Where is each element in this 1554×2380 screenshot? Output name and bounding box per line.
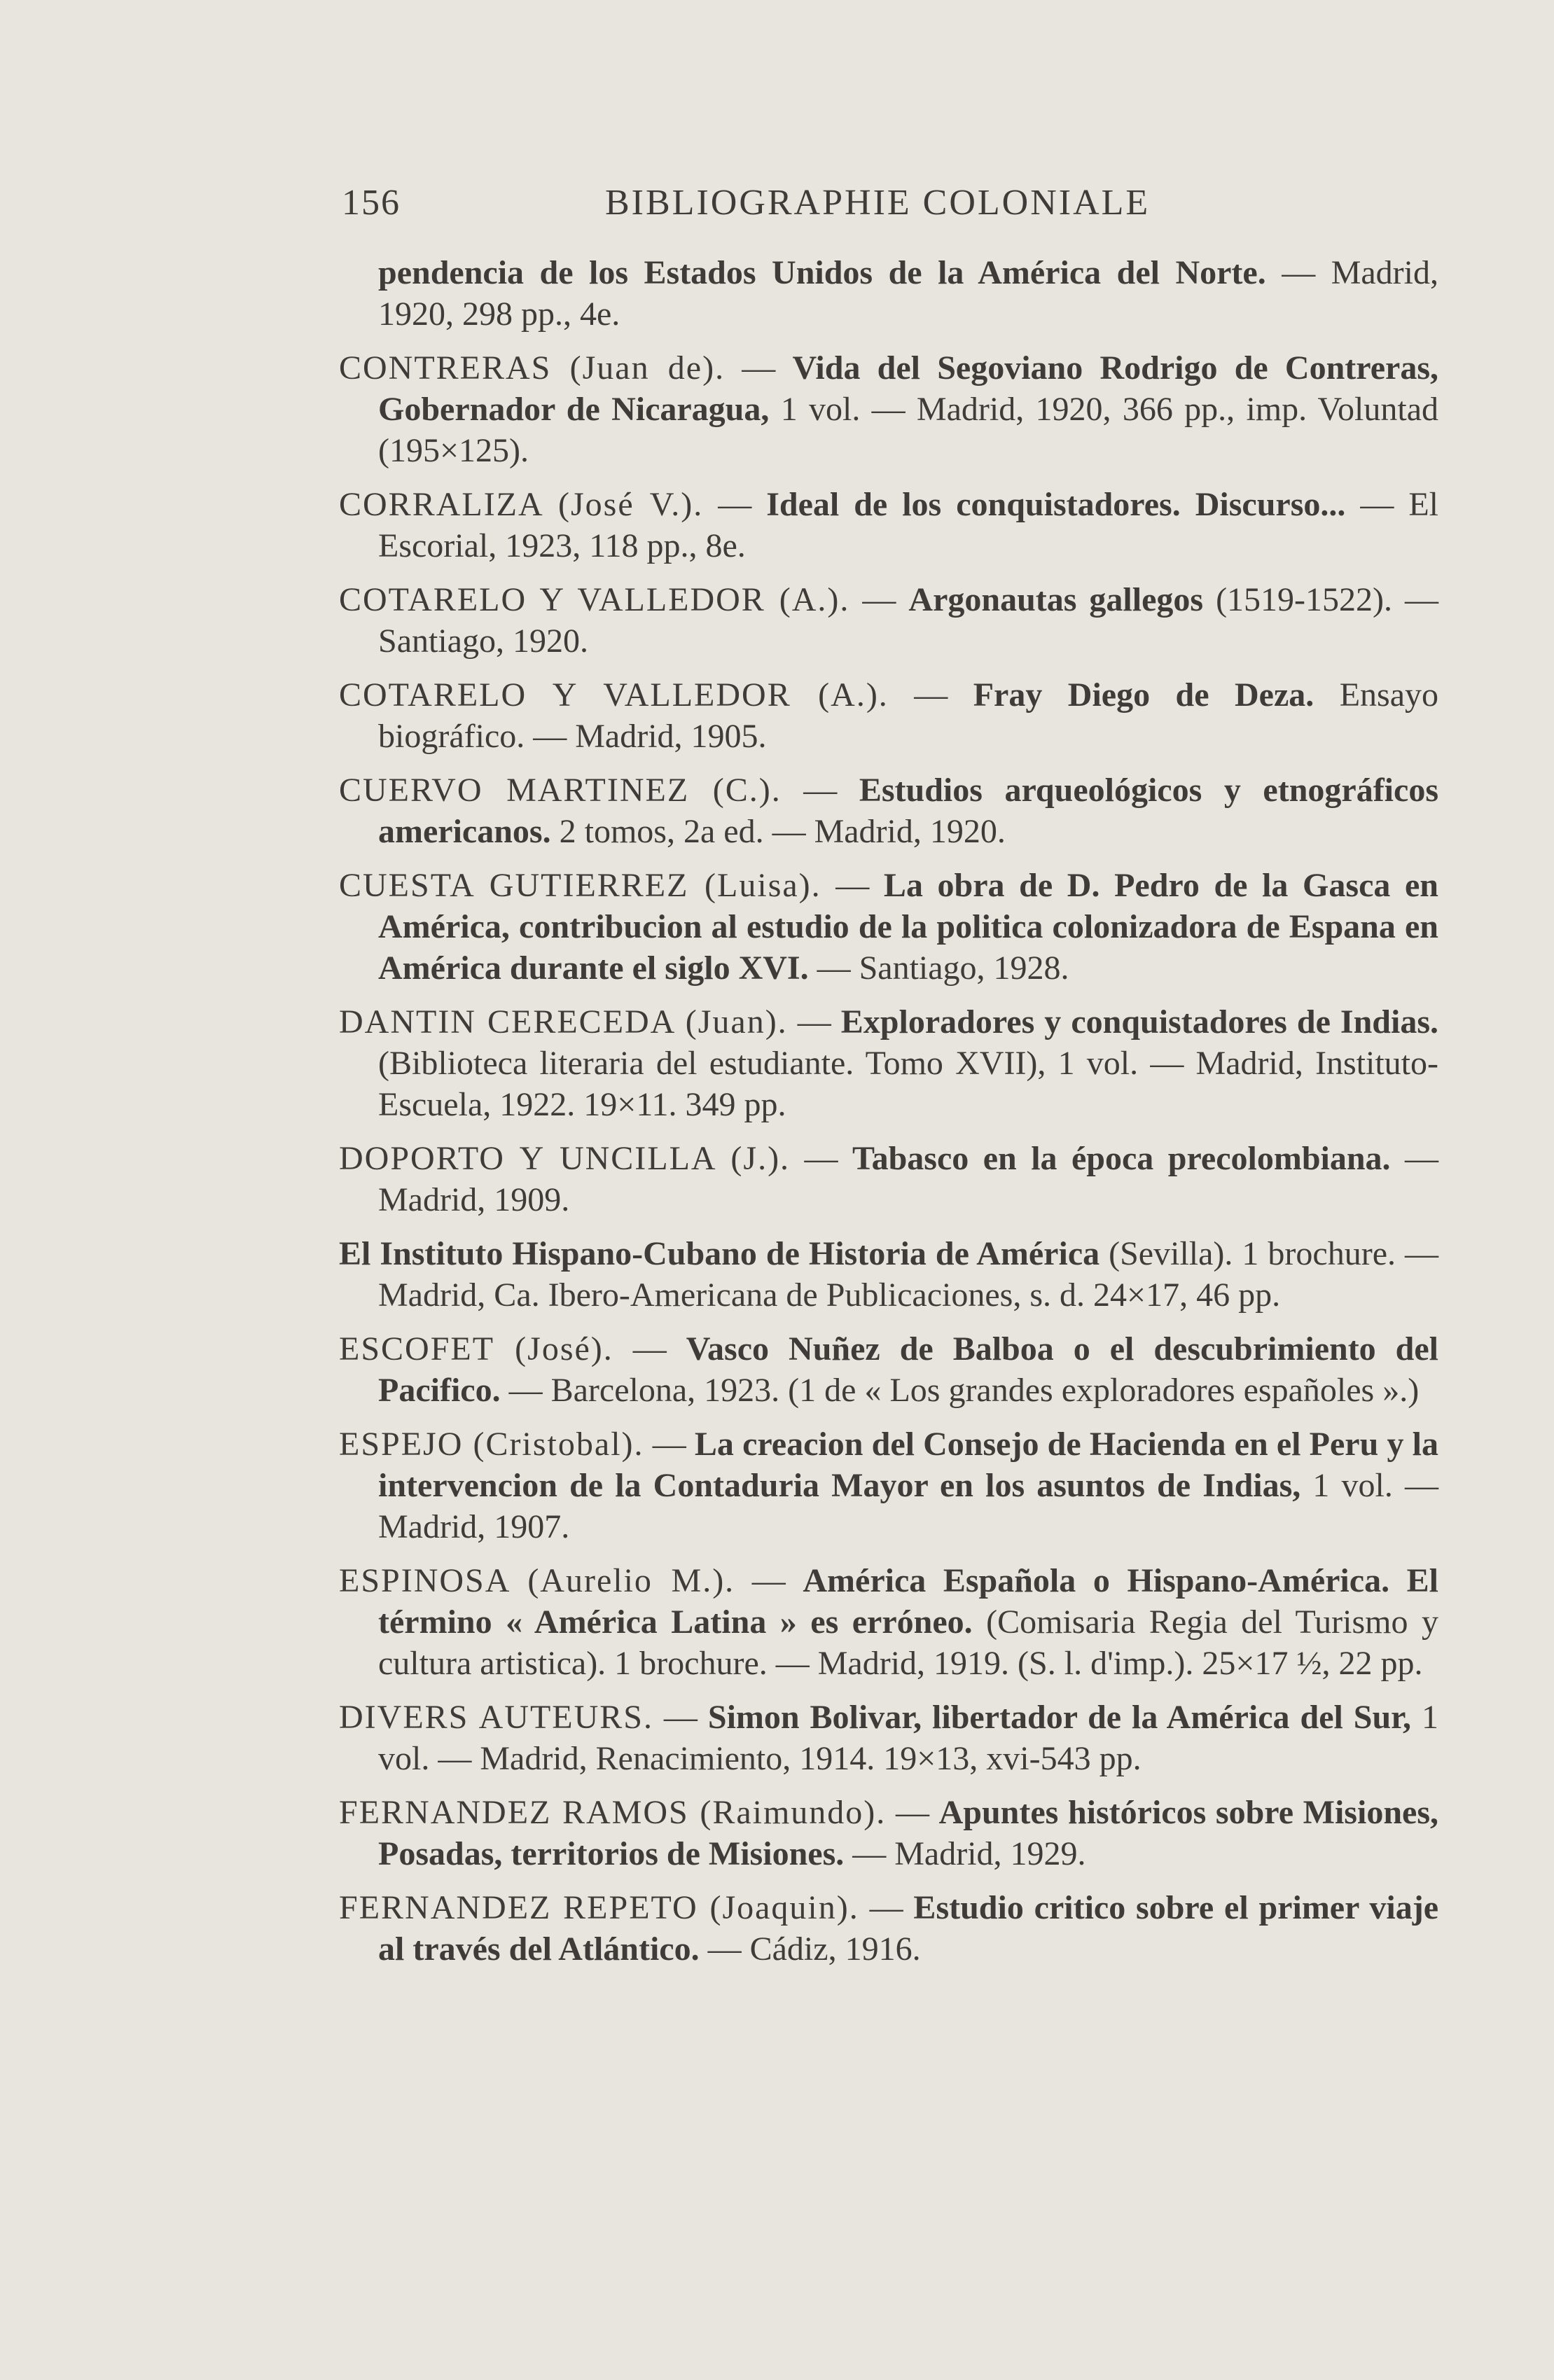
entry-separator: —: [888, 676, 973, 714]
entry-details: 1 vol. — Madrid, 1920, 366 pp., imp. Voluntad (195×125).: [378, 391, 1438, 469]
entry-title: Simon Bolivar, libertador de la América del Sur,: [707, 1699, 1412, 1736]
bibliography-entry: [339, 1328, 1438, 1411]
entry-title: Apuntes históricos sobre Misiones, Posadas, territorios de Misiones.: [378, 1794, 1438, 1872]
entry-title: La creacion del Consejo de Hacienda en el Peru y la intervencion de la Contaduria Mayor en los asuntos de Indias,: [378, 1426, 1438, 1504]
running-title: BIBLIOGRAPHIE COLONIALE: [605, 183, 1151, 223]
bibliography-entry: [339, 770, 1438, 852]
entry-title: Tabasco en la época precolombiana.: [852, 1140, 1391, 1177]
bibliography-entry: [339, 865, 1438, 989]
entry-details: 2 tomos, 2a ed. — Madrid, 1920.: [550, 813, 1006, 850]
entry-author: COTARELO Y VALLEDOR (A.).: [339, 676, 889, 714]
running-header: [342, 168, 1245, 231]
entry-separator: —: [787, 1003, 841, 1041]
entry-title: El Instituto Hispano-Cubano de Historia de América: [339, 1235, 1100, 1272]
entry-separator: —: [781, 772, 859, 809]
bibliography-entry: [339, 1792, 1438, 1874]
entry-title: América Española o Hispano-América. El término « América Latina » es erróneo.: [378, 1562, 1438, 1641]
entry-title: Ideal de los conquistadores. Discurso...: [766, 486, 1346, 523]
entry-separator: —: [644, 1426, 695, 1463]
entry-separator: —: [703, 486, 767, 523]
bibliography-entry: [339, 1887, 1438, 1970]
entry-details: — Madrid, 1920, 298 pp., 4e.: [378, 254, 1438, 333]
entry-author: CORRALIZA (José V.).: [339, 486, 704, 523]
entry-separator: —: [821, 867, 884, 904]
entry-details: Ensayo biográfico. — Madrid, 1905.: [378, 676, 1439, 755]
bibliography-entry: [339, 252, 1438, 335]
bibliography-entry: [339, 347, 1438, 471]
entry-author: ESCOFET (José).: [339, 1330, 613, 1368]
bibliography-entry: [339, 674, 1438, 757]
bibliography-entry: [339, 484, 1438, 566]
entry-author: ESPEJO (Cristobal).: [339, 1426, 644, 1463]
entry-separator: —: [849, 581, 909, 618]
entry-details: 1 vol. — Madrid, Renacimiento, 1914. 19×13, xvi-543 pp.: [378, 1699, 1439, 1777]
entry-author: ESPINOSA (Aurelio M.).: [339, 1562, 735, 1599]
entry-title: Vasco Nuñez de Balboa o el descubrimiento del Pacifico.: [378, 1330, 1439, 1409]
entry-author: FERNANDEZ REPETO (Joaquin).: [339, 1889, 859, 1926]
entry-author: CUESTA GUTIERREZ (Luisa).: [339, 867, 821, 904]
entry-title: pendencia de los Estados Unidos de la América del Norte.: [378, 254, 1266, 291]
bibliography-entry: [339, 1001, 1438, 1125]
entry-details: — El Escorial, 1923, 118 pp., 8e.: [378, 486, 1439, 564]
entry-separator: —: [613, 1330, 686, 1368]
bibliography-entry: [339, 1233, 1438, 1316]
entry-details: (Sevilla). 1 brochure. — Madrid, Ca. Ibero-Americana de Publicaciones, s. d. 24×17, 46 pp.: [378, 1235, 1439, 1314]
page-number: 156: [342, 183, 401, 223]
entry-separator: —: [725, 349, 793, 387]
bibliography-entry: [339, 1138, 1438, 1220]
entry-title: La obra de D. Pedro de la Gasca en América, contribucion al estudio de la politica colonizadora de Espana en América durante el siglo XVI.: [378, 867, 1439, 987]
entry-author: COTARELO Y VALLEDOR (A.).: [339, 581, 850, 618]
bibliography-entry: [339, 1424, 1438, 1547]
entry-author: FERNANDEZ RAMOS (Raimundo).: [339, 1794, 887, 1831]
entry-separator: —: [653, 1699, 708, 1736]
entry-author: DANTIN CERECEDA (Juan).: [339, 1003, 788, 1041]
bibliography-list: [339, 252, 1438, 1982]
entry-author: DOPORTO Y UNCILLA (J.).: [339, 1140, 791, 1177]
entry-author: CUERVO MARTINEZ (C.).: [339, 772, 782, 809]
entry-author: DIVERS AUTEURS.: [339, 1699, 653, 1736]
entry-details: — Madrid, 1909.: [378, 1140, 1439, 1218]
entry-details: (Comisaria Regia del Turismo y cultura artistica). 1 brochure. — Madrid, 1919. (S. l. d'imp.). 25×17 ½, 22 pp.: [378, 1603, 1438, 1682]
bibliography-entry: [339, 1560, 1438, 1684]
bibliography-entry: [339, 1697, 1438, 1779]
entry-title: Exploradores y conquistadores de Indias.: [840, 1003, 1439, 1041]
entry-title: Argonautas gallegos: [908, 581, 1204, 618]
entry-details: — Santiago, 1928.: [808, 949, 1069, 987]
entry-separator: —: [735, 1562, 803, 1599]
entry-title: Estudio critico sobre el primer viaje al través del Atlántico.: [378, 1889, 1439, 1968]
entry-details: 1 vol. — Madrid, 1907.: [378, 1467, 1438, 1545]
entry-title: Fray Diego de Deza.: [973, 676, 1314, 714]
entry-details: — Cádiz, 1916.: [699, 1930, 921, 1968]
entry-author: CONTRERAS (Juan de).: [339, 349, 726, 387]
entry-separator: —: [886, 1794, 939, 1831]
entry-details: — Madrid, 1929.: [844, 1835, 1086, 1872]
entry-title: Estudios arqueológicos y etnográficos americanos.: [378, 772, 1439, 850]
entry-details: (1519-1522). — Santiago, 1920.: [378, 581, 1439, 660]
entry-separator: —: [790, 1140, 852, 1177]
entry-details: — Barcelona, 1923. (1 de « Los grandes exploradores españoles ».): [500, 1372, 1420, 1409]
bibliography-entry: [339, 579, 1438, 662]
entry-details: (Biblioteca literaria del estudiante. Tomo XVII), 1 vol. — Madrid, Instituto-Escuela, 1922. 19×11. 349 pp.: [378, 1045, 1438, 1123]
entry-separator: —: [859, 1889, 914, 1926]
entry-title: Vida del Segoviano Rodrigo de Contreras, Gobernador de Nicaragua,: [378, 349, 1438, 428]
